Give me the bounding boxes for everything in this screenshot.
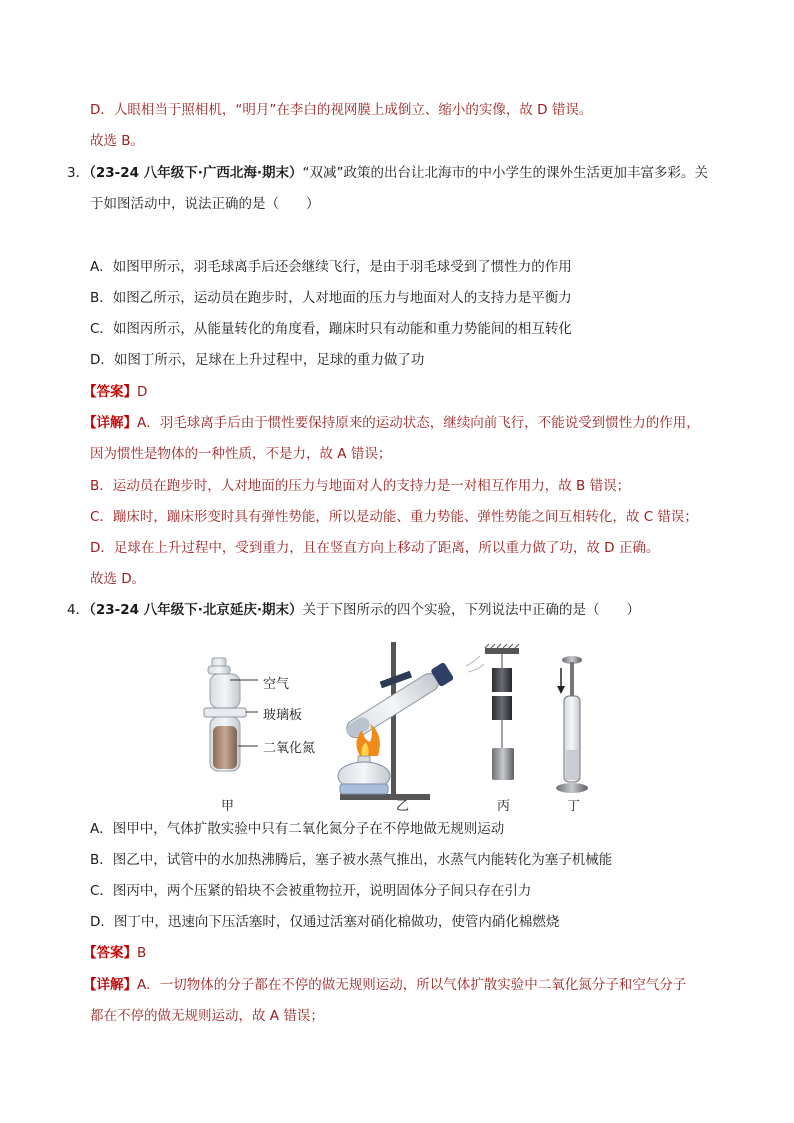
q3-answer-tag: 【答案】 [83, 384, 137, 400]
q4-source: （23-24 八年级下·北京延庆·期末） [89, 602, 303, 618]
q3-detail-5: D．足球在上升过程中，受到重力，且在竖直方向上移动了距离，所以重力做了功，故 D 正确。 [90, 540, 660, 556]
q4-answer [83, 944, 146, 962]
q4-detail-tag: 【详解】 [83, 977, 137, 993]
q4-option-c: C．图丙中，两个压紧的铅块不会被重物拉开，说明固体分子间只存在引力 [90, 883, 532, 899]
test-tube-setup [338, 642, 484, 800]
q3-number: 3． [67, 165, 90, 181]
label-glass-plate: 玻璃板 [263, 708, 303, 723]
q4-answer-value: B [137, 945, 147, 961]
q3-stem-line-2: 于如图活动中，说法正确的是（ ） [90, 196, 320, 212]
label-nitrogen-dioxide: 二氧化氮 [263, 741, 316, 756]
caption-yi: 乙 [396, 799, 410, 814]
q4-answer-tag: 【答案】 [83, 945, 137, 961]
q3-detail-3: B．运动员在跑步时，人对地面的压力与地面对人的支持力是一对相互作用力，故 B 错误； [90, 478, 631, 494]
q3-detail-4: C．蹦床时，蹦床形变时具有弹性势能，所以是动能、重力势能、弹性势能之间互相转化，故 C 错误； [90, 509, 698, 525]
label-air: 空气 [263, 677, 290, 692]
lead-blocks [485, 644, 519, 780]
q3-source: （23-24 八年级下·广西北海·期末） [89, 165, 303, 181]
q3-stem-line-1 [67, 164, 708, 182]
q4-option-d: D．图丁中，迅速向下压活塞时，仅通过活塞对硝化棉做功，使管内硝化棉燃烧 [90, 914, 560, 930]
q3-conclusion: 故选 D。 [90, 571, 146, 587]
q3-detail-1: 【详解】A．羽毛球离手后由于惯性要保持原来的运动状态，继续向前飞行，不能说受到惯性力的作用， [83, 415, 700, 431]
prev-conclusion: 故选 B。 [90, 133, 145, 149]
q4-stem: 4．（23-24 八年级下·北京延庆·期末）关于下图所示的四个实验，下列说法中正确的是（ ） [67, 602, 640, 618]
q3-option-c: C．如图丙所示，从能量转化的角度看，蹦床时只有动能和重力势能间的相互转化 [90, 321, 572, 337]
caption-ding: 丁 [567, 799, 581, 814]
q4-detail-1: 【详解】A．一切物体的分子都在不停的做无规则运动，所以气体扩散实验中二氧化氮分子和空气分子 [83, 977, 687, 993]
q3-answer-value: D [137, 384, 148, 400]
caption-bing: 丙 [497, 799, 511, 814]
q4-option-b: B．图乙中，试管中的水加热沸腾后，塞子被水蒸气推出，水蒸气内能转化为塞子机械能 [90, 852, 613, 868]
caption-jia: 甲 [221, 799, 235, 814]
q3-stem-1: “双减”政策的出台让北海市的中小学生的课外生活更加丰富多彩。关 [302, 165, 708, 181]
q4-detail-2: 都在不停的做无规则运动，故 A 错误； [90, 1008, 324, 1024]
q3-option-a: A．如图甲所示，羽毛球离手后还会继续飞行，是由于羽毛球受到了惯性力的作用 [90, 259, 572, 275]
q4-number: 4． [67, 602, 90, 618]
prev-option-d: D．人眼相当于照相机，“明月”在李白的视网膜上成倒立、缩小的实像，故 D 错误。 [90, 102, 593, 118]
q3-detail-2: 因为惯性是物体的一种性质，不是力，故 A 错误； [90, 446, 392, 462]
q3-option-b: B．如图乙所示，运动员在跑步时，人对地面的压力与地面对人的支持力是平衡力 [90, 290, 572, 306]
experiment-diagram [200, 640, 600, 820]
q3-answer [83, 383, 147, 401]
diffusion-jars [204, 658, 258, 771]
q4-figure [200, 640, 600, 820]
q3-option-d: D．如图丁所示，足球在上升过程中，足球的重力做了功 [90, 352, 425, 368]
air-compression-tube [556, 656, 588, 793]
q4-option-a: A．图甲中，气体扩散实验中只有二氧化氮分子在不停地做无规则运动 [90, 821, 505, 837]
q3-detail-tag: 【详解】 [83, 415, 137, 431]
